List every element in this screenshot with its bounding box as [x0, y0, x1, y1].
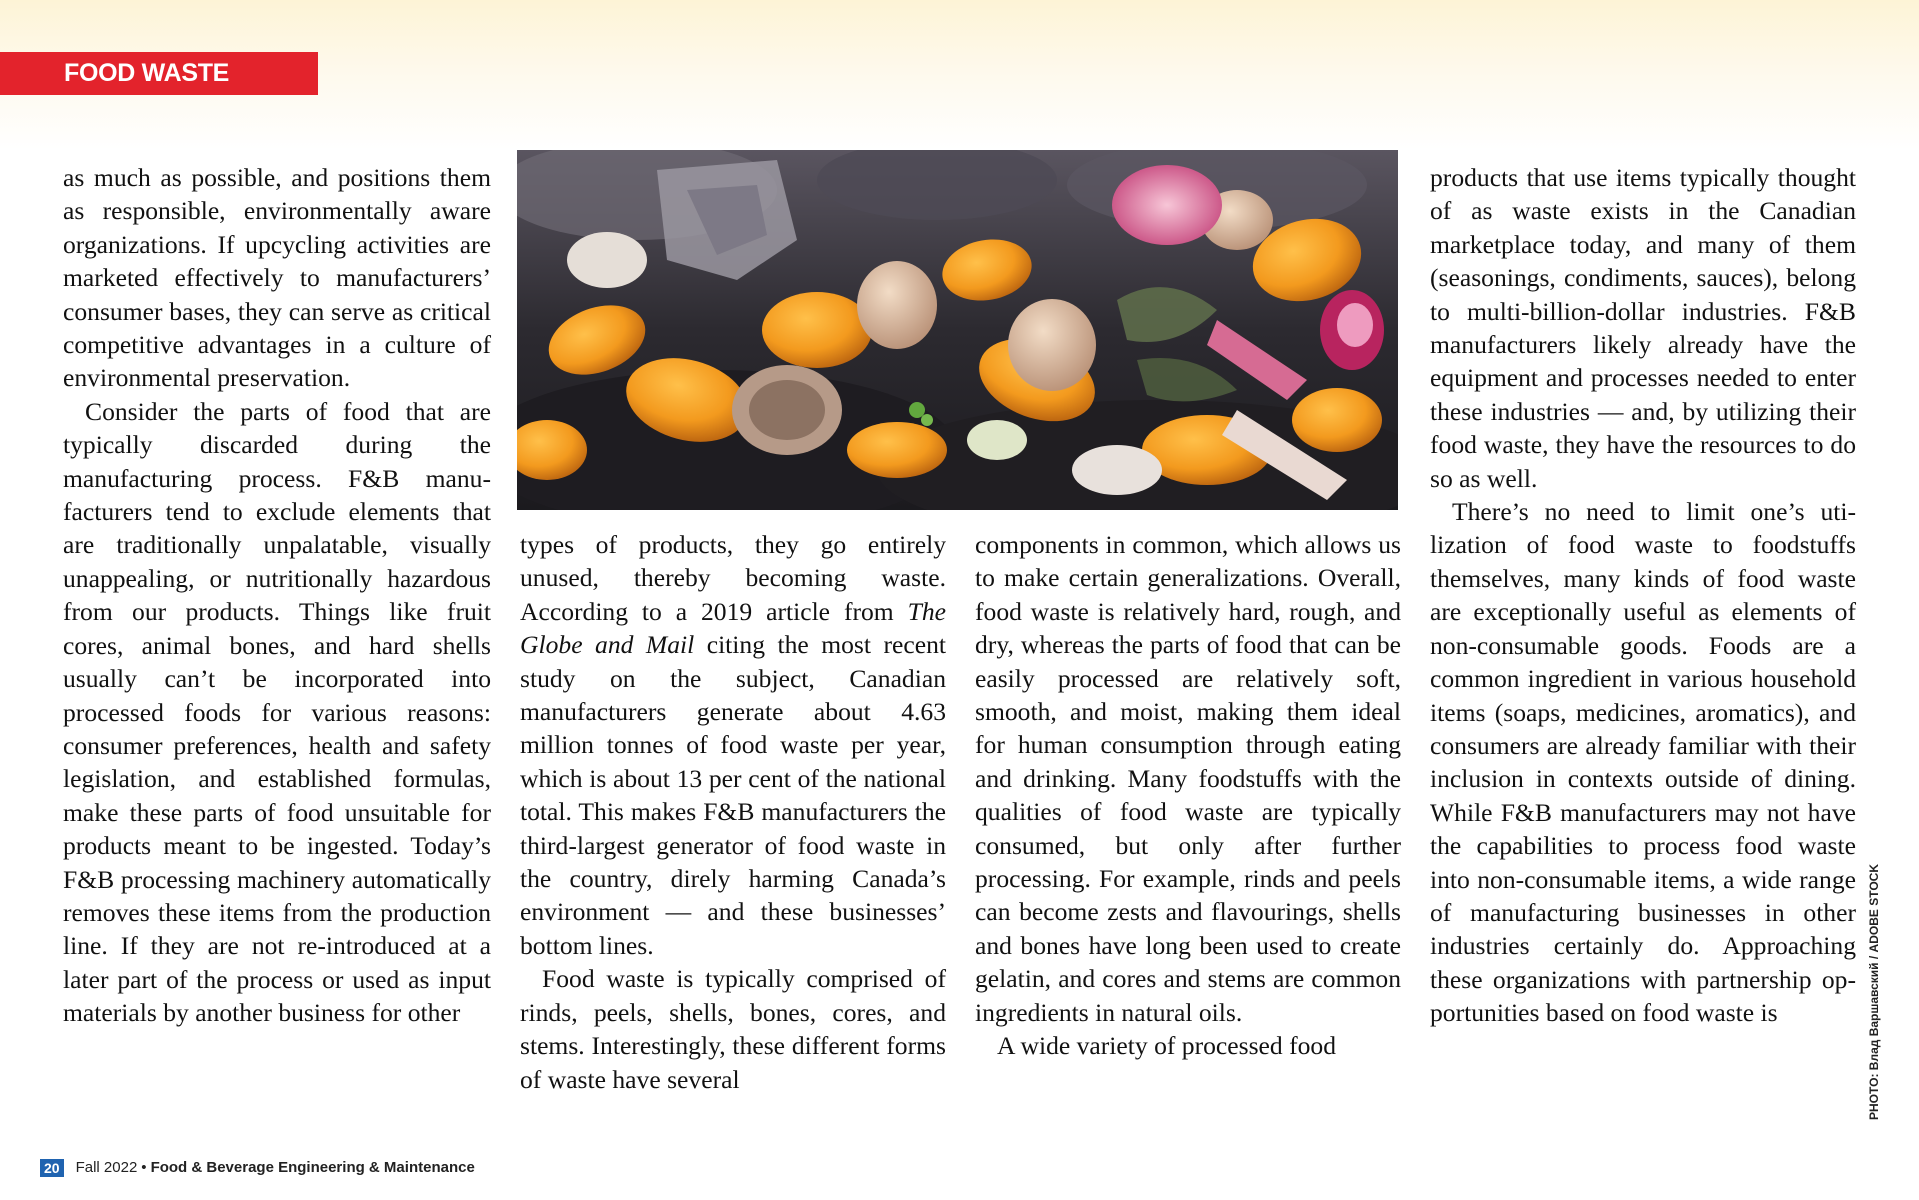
paragraph: There’s no need to limit one’s utilization of food waste to foodstuffs themselves, many kinds of food waste are exceptionally useful as elements of non-consumable goods. Foods are a common ingredient in various household items (soaps, medicines, aromatics), and consumers are already familiar with their inclusion in contexts outside of dining. While F&B manufacturers may not have the capabilities to process food waste into non-consumable items, a wide range of manufacturing businesses in other industries certainly do. Approaching these organizations with partnership opportunities based on food waste is [1430, 497, 1856, 1028]
paragraph-text: types of products, they go entirely unused, thereby becoming waste. According to a 2019 article from [520, 530, 946, 626]
newspaper-title: The Globe and Mail [520, 596, 946, 660]
paragraph-text: citing the most recent study on the subject, Canadian manufacturers generate about 4.63 million tonnes of food waste per year, which is about 13 per cent of the national total. This makes F&B manufacturers the third-largest generator of food waste in the country, direly harming Canada’s environment — and these businesses’ bottom lines. [520, 630, 946, 960]
paragraph: components in common, which allows us to make certain generalizations. Overall, food waste is relatively hard, rough, and dry, whereas the parts of food that can be easily processed are relatively soft, smooth, and moist, making them ideal for human consumption through eating and drinking. Many foodstuffs with the qualities of food waste are typically consumed, but only after further processing. For example, rinds and peels can become zests and flavourings, shells and bones have long been used to create gelatin, and cores and stems are common ingredients in natural oils. [975, 530, 1401, 1027]
article-column-1 [63, 161, 491, 1030]
article-column-2 [520, 528, 946, 1096]
page-footer [40, 1157, 475, 1179]
publication-name: Food & Beverage Engineering & Maintenance [150, 1159, 475, 1176]
paragraph: A wide variety of processed food [997, 1031, 1337, 1061]
article-column-4 [1430, 161, 1856, 1030]
paragraph: products that use items typically thought of as waste exists in the Canadian marketplace today, and many of them (seasonings, condiments, sauces), belong to multi-billion-dollar industries. F&B manufacturers likely already have the equipment and processes needed to enter these industries — and, by utilizing their food waste, they have the resources to do so as well. [1430, 163, 1856, 493]
paragraph: Food waste is typically comprised of rinds, peels, shells, bones, cores, and stems. Interestingly, these different forms of waste have several [520, 964, 946, 1094]
compost-illustration [517, 150, 1398, 510]
photo-credit: PHOTO: Влад Варшавский / ADOBE STOCK [1867, 863, 1881, 1120]
section-label: FOOD WASTE [0, 52, 318, 95]
paragraph: Consider the parts of food that are typically discarded during the manufacturing process. F&B manufacturers tend to exclude elements that are traditionally unpalatable, visually unappealing, or nutritionally hazardous from our products. Things like fruit cores, animal bones, and hard shells usually can’t be incorporated into processed foods for various reasons: consumer preferences, health and safety legislation, and established formulas, make these parts of food unsuitable for products meant to be ingested. Today’s F&B processing machinery automatically removes these items from the production line. If they are not re-introduced at a later part of the process or used as input materials by another business for other [63, 396, 491, 1028]
paragraph: as much as possible, and positions them as responsible, environmentally aware organizations. If upcycling activities are marketed effectively to manufacturers’ consumer bases, they can serve as critical competitive advantages in a culture of environmental preservation. [63, 163, 491, 393]
bullet-separator: • [141, 1159, 147, 1176]
issue-date: Fall 2022 [75, 1159, 138, 1176]
page-number: 20 [40, 1159, 64, 1177]
paragraph [520, 528, 946, 962]
article-column-3 [975, 528, 1401, 1063]
food-waste-compost-photo [517, 150, 1398, 510]
